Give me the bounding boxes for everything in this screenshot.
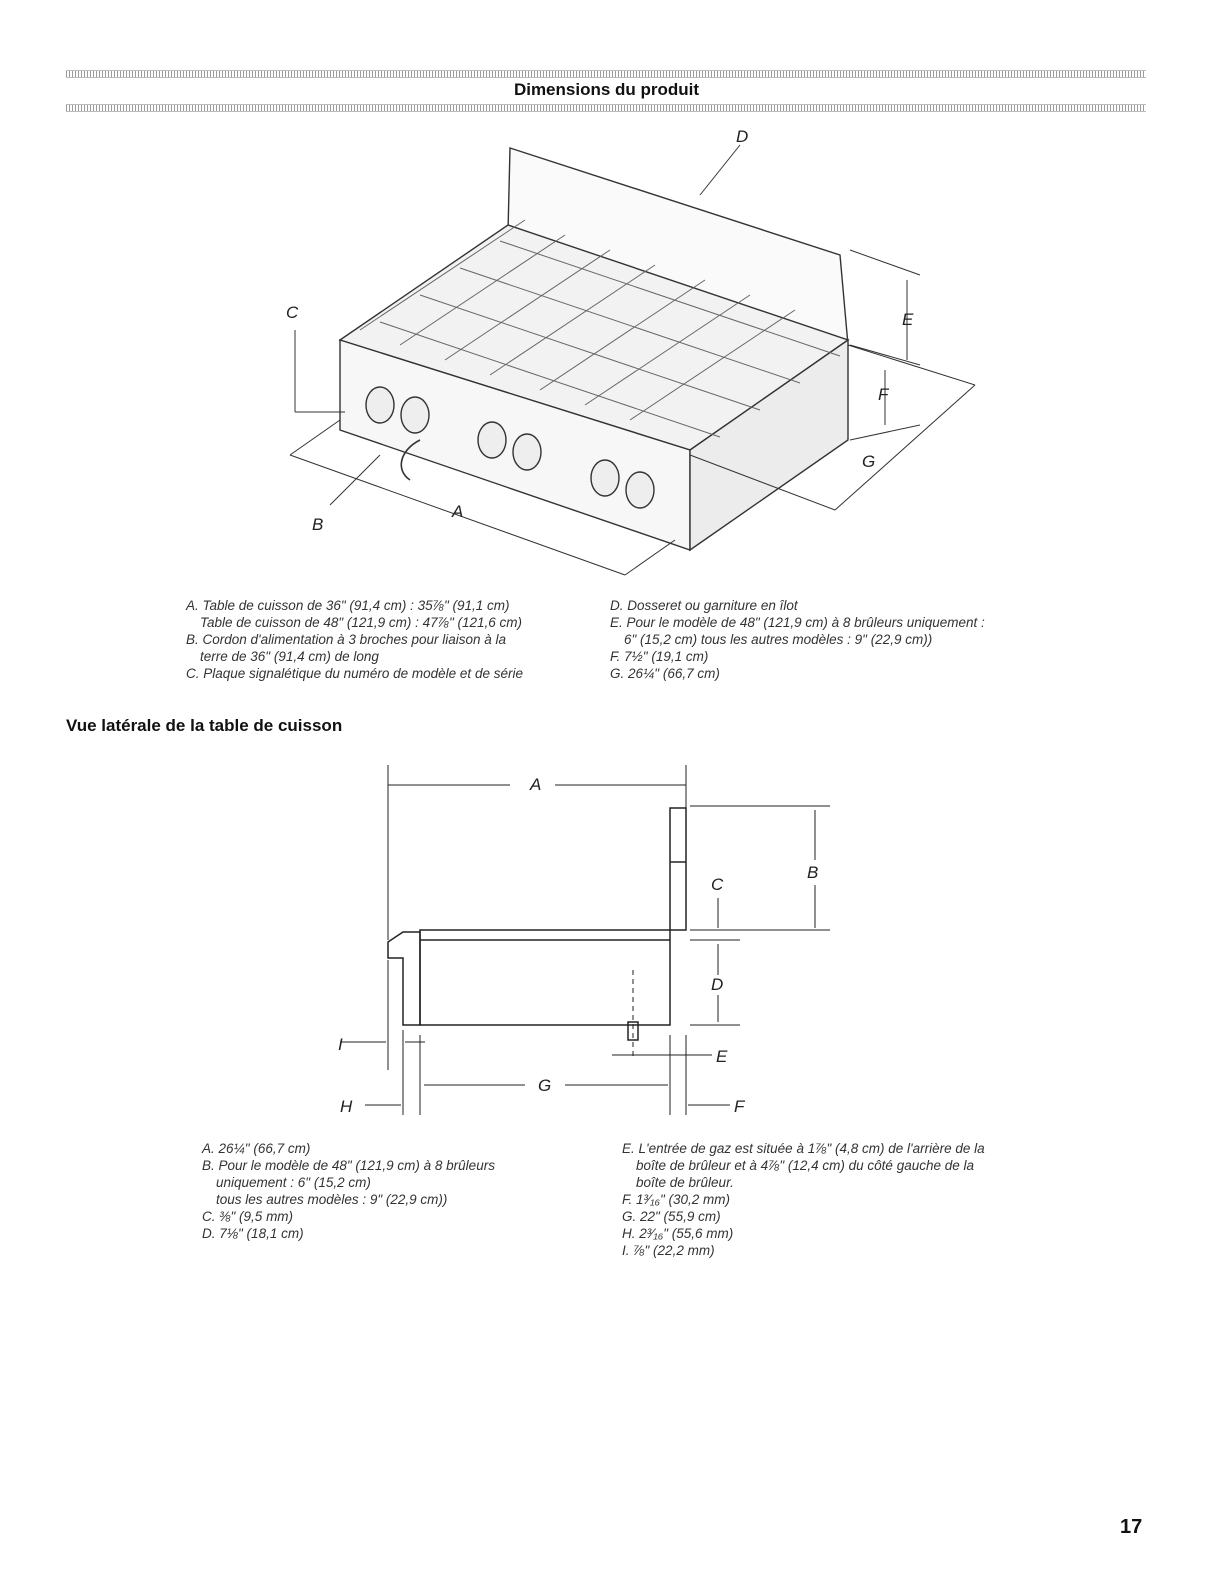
page-number: 17 xyxy=(1120,1516,1143,1538)
label-f: F xyxy=(878,385,889,404)
legend-side-item-d: D. 7⅛" (18,1 cm) xyxy=(202,1226,304,1241)
legend-item-e: E. Pour le modèle de 48" (121,9 cm) à 8 brûleurs uniquement : xyxy=(610,615,985,630)
legend-side-item-e-cont1: boîte de brûleur et à 4⅞" (12,4 cm) du côté gauche de la xyxy=(636,1158,975,1173)
side-label-i: I xyxy=(338,1035,343,1054)
legend-item-e-cont: 6" (15,2 cm) tous les autres modèles : 9" (22,9 cm)) xyxy=(624,632,933,647)
side-label-h: H xyxy=(340,1097,353,1116)
legend-side-right xyxy=(622,1140,985,1259)
label-c: C xyxy=(286,303,299,322)
side-label-f: F xyxy=(734,1097,745,1116)
legend-item-g: G. 26¼" (66,7 cm) xyxy=(610,666,720,681)
section-title-dimensions: Dimensions du produit xyxy=(513,80,700,99)
legend-item-f: F. 7½" (19,1 cm) xyxy=(610,649,709,664)
legend-item-c: C. Plaque signalétique du numéro de modèle et de série xyxy=(186,666,523,681)
legend-side-item-b-cont1: uniquement : 6" (15,2 cm) xyxy=(216,1175,371,1190)
label-g: G xyxy=(862,452,876,471)
label-b: B xyxy=(312,515,324,534)
side-label-c: C xyxy=(711,875,724,894)
side-label-g: G xyxy=(538,1076,552,1095)
legend-item-a: A. Table de cuisson de 36" (91,4 cm) : 35⅞" (91,1 cm) xyxy=(186,598,510,613)
legend-side-item-h: H. 2³⁄₁₆" (55,6 mm) xyxy=(622,1226,734,1241)
label-a: A xyxy=(452,502,464,521)
legend-side-item-g: G. 22" (55,9 cm) xyxy=(622,1209,721,1224)
section-title-side-view: Vue latérale de la table de cuisson xyxy=(66,716,343,735)
side-label-b: B xyxy=(807,863,819,882)
legend-side-item-e-cont2: boîte de brûleur. xyxy=(636,1175,734,1190)
legend-side-left xyxy=(202,1140,495,1242)
legend-side-item-b: B. Pour le modèle de 48" (121,9 cm) à 8 brûleurs xyxy=(202,1158,495,1173)
label-e: E xyxy=(902,310,914,329)
legend-item-a-cont: Table de cuisson de 48" (121,9 cm) : 47⅞" (121,6 cm) xyxy=(200,615,523,630)
side-label-a: A xyxy=(530,775,542,794)
legend-side-item-e: E. L'entrée de gaz est située à 1⅞" (4,8 cm) de l'arrière de la xyxy=(622,1141,985,1156)
legend-item-d: D. Dosseret ou garniture en îlot xyxy=(610,598,798,613)
legend-side-item-i: I. ⅞" (22,2 mm) xyxy=(622,1243,715,1258)
legend-item-b: B. Cordon d'alimentation à 3 broches pour liaison à la xyxy=(186,632,507,647)
legend-side-item-b-cont2: tous les autres modèles : 9" (22,9 cm)) xyxy=(216,1192,448,1207)
label-d: D xyxy=(736,127,749,146)
side-label-e: E xyxy=(716,1047,728,1066)
legend-item-b-cont: terre de 36" (91,4 cm) de long xyxy=(200,649,379,664)
side-label-d: D xyxy=(711,975,724,994)
legend-side-item-f: F. 1³⁄₁₆" (30,2 mm) xyxy=(622,1192,731,1207)
legend-side-item-a: A. 26¼" (66,7 cm) xyxy=(202,1141,311,1156)
legend-side-item-c: C. ⅜" (9,5 mm) xyxy=(202,1209,294,1224)
